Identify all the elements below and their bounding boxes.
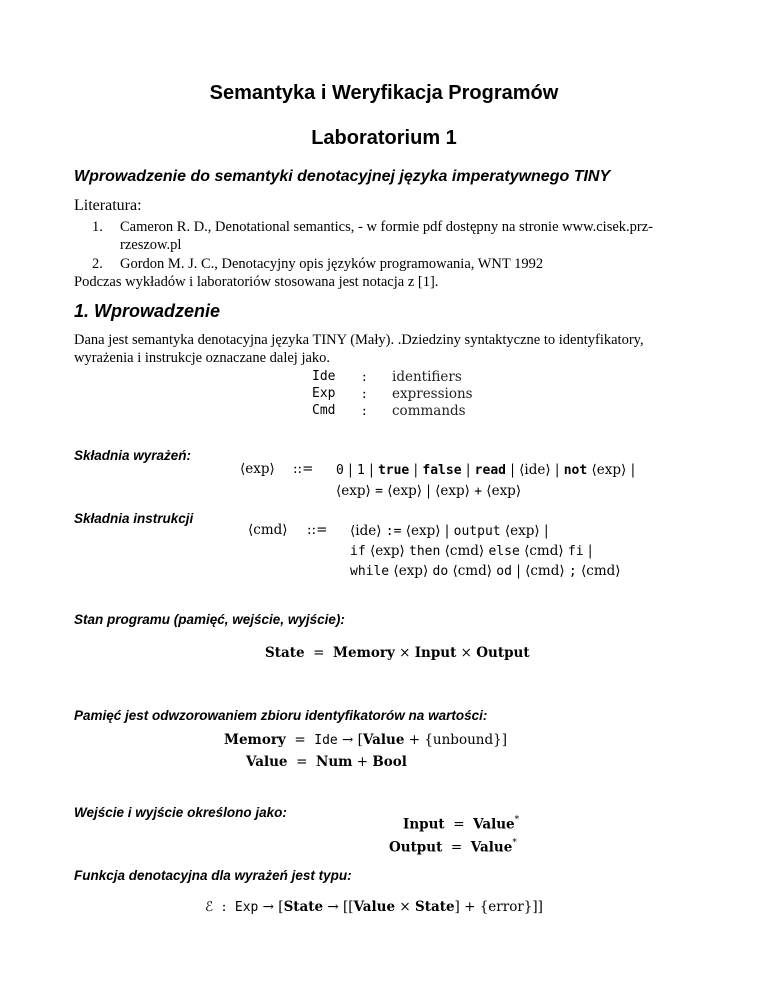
grammar-line [350, 522, 549, 540]
math-token: ; [568, 564, 577, 579]
literature-item-text: Cameron R. D., Denotational semantics, - w formie pdf dostępny na stronie www.cisek.prz- [120, 219, 654, 235]
document-title: Semantyka i Weryfikacja Programów [209, 82, 559, 104]
domain-separator: : [362, 386, 367, 402]
math-token: Value [473, 816, 515, 833]
math-token: ⟨exp⟩ [389, 563, 433, 579]
math-token: Output [389, 839, 443, 856]
memory-equation [224, 731, 507, 749]
input-equation [403, 815, 519, 833]
section-paragraph-line: Dana jest semantyka denotacyjna języka TINY (Mały). .Dziedziny syntaktyczne to identyfikatory, [74, 332, 644, 348]
math-token: 1 [356, 463, 365, 478]
domain-description: commands [392, 403, 466, 419]
math-token: : [213, 899, 235, 915]
math-token: State [283, 899, 324, 915]
math-token: else [488, 544, 520, 559]
math-token: ⟨exp⟩ | [401, 523, 454, 539]
exp-nonterminal: ⟨exp⟩ [240, 461, 275, 477]
math-token: Memory [333, 645, 395, 661]
value-equation [246, 753, 407, 771]
defeq-symbol: ::= [307, 522, 328, 538]
math-token: Bool [372, 754, 407, 770]
math-token: Value [362, 732, 405, 748]
cmd-nonterminal: ⟨cmd⟩ [248, 522, 288, 538]
literature-item-number: 1. [92, 219, 103, 235]
math-token: State [414, 899, 455, 915]
math-token: | ⟨ide⟩ | [505, 462, 564, 478]
state-equation [265, 644, 530, 662]
literature-item-continuation: rzeszow.pl [120, 237, 182, 253]
math-token: * [514, 815, 520, 825]
math-token: * [512, 838, 517, 848]
math-token: → [[ [323, 899, 354, 915]
math-token: true [377, 463, 410, 478]
math-token: Value [353, 899, 396, 915]
math-token: output [453, 524, 501, 539]
math-token: ⟨exp⟩ [365, 543, 410, 559]
math-token: if [350, 544, 366, 559]
math-token: ⟨exp⟩ [482, 483, 522, 499]
expr-syntax-label: Składnia wyrażeń: [74, 448, 192, 463]
math-token: Value [470, 839, 513, 856]
math-token: Input [403, 816, 445, 833]
domain-description: identifiers [392, 369, 462, 385]
math-token: ⟨cmd⟩ [448, 563, 497, 579]
domain-separator: : [362, 369, 367, 385]
output-equation [389, 838, 517, 856]
section-heading: 1. Wprowadzenie [74, 301, 221, 321]
math-token: ⟨exp⟩ | [500, 523, 549, 539]
literature-item-number: 2. [92, 256, 103, 272]
math-token: Value [246, 754, 288, 770]
math-token: + [352, 754, 373, 770]
math-token: | ⟨cmd⟩ [511, 563, 569, 579]
math-token: not [563, 463, 588, 478]
denotation-function-type [205, 898, 543, 916]
math-token: ⟨exp⟩ | [587, 462, 636, 478]
math-token: × [456, 645, 477, 661]
math-token: = [442, 839, 471, 856]
domain-name: Ide [312, 369, 336, 384]
literature-item [92, 218, 654, 237]
math-token: = [375, 484, 383, 499]
document-subtitle: Wprowadzenie do semantyki denotacyjnej języka imperatywnego TINY [74, 168, 611, 185]
math-token: ⟨cmd⟩ [519, 543, 568, 559]
grammar-line [336, 461, 635, 479]
math-token: | [409, 462, 423, 478]
math-token: ⟨exp⟩ | ⟨exp⟩ [382, 483, 475, 499]
grammar-line [336, 482, 521, 500]
math-token: State [265, 645, 305, 661]
cmd-syntax-label: Składnia instrukcji [74, 511, 194, 526]
math-token: 0 [336, 463, 344, 478]
literature-heading: Literatura: [74, 197, 142, 214]
math-token: × [395, 899, 415, 915]
section-paragraph-line: wyrażenia i instrukcje oznaczane dalej jako. [74, 350, 331, 366]
func-label: Funkcja denotacyjna dla wyrażeń jest typu: [74, 868, 352, 883]
math-token: Output [476, 645, 530, 661]
math-token: ℰ [205, 899, 214, 915]
math-token: = [444, 816, 474, 833]
defeq-symbol: ::= [293, 461, 314, 477]
domain-name: Cmd [312, 403, 336, 418]
math-token: Memory [224, 732, 286, 748]
domain-name: Exp [312, 386, 336, 401]
math-token: | [583, 543, 593, 559]
math-token: := [385, 524, 402, 539]
math-token: → [ [258, 899, 284, 915]
math-token: = [285, 732, 315, 748]
state-label: Stan programu (pamięć, wejście, wyjście): [74, 612, 345, 627]
math-token: ⟨cmd⟩ [440, 543, 489, 559]
literature-item-text: Gordon M. J. C., Denotacyjny opis języków programowania, WNT 1992 [120, 256, 544, 272]
math-token: od [496, 564, 512, 579]
math-token: do [432, 564, 449, 579]
grammar-line [350, 562, 621, 580]
math-token: = [287, 754, 316, 770]
memory-label: Pamięć jest odwzorowaniem zbioru identyfikatorów na wartości: [74, 708, 488, 723]
math-token: while [350, 564, 390, 579]
math-token: fi [567, 544, 584, 559]
math-token: | [461, 462, 475, 478]
math-token: read [474, 463, 506, 478]
math-token: ] + {error}]] [454, 899, 543, 915]
math-token: Num [316, 754, 353, 770]
io-label: Wejście i wyjście określono jako: [74, 805, 287, 820]
math-token: | [364, 462, 378, 478]
math-token: Exp [234, 900, 259, 915]
math-token: × [394, 645, 415, 661]
math-token: ⟨exp⟩ [336, 483, 376, 499]
math-token: false [422, 463, 462, 478]
math-token: → [ [337, 732, 363, 748]
math-token: ⟨cmd⟩ [576, 563, 621, 579]
math-token: Ide [314, 733, 338, 748]
math-token: + [474, 484, 483, 499]
literature-item [92, 255, 544, 274]
math-token: ⟨ide⟩ [350, 523, 386, 539]
math-token: Input [414, 645, 457, 661]
math-token: = [304, 645, 334, 661]
literature-note: Podczas wykładów i laboratoriów stosowana jest notacja z [1]. [74, 274, 439, 290]
math-token: | [343, 462, 357, 478]
math-token: then [409, 544, 441, 559]
math-token: + {unbound}] [404, 732, 507, 748]
domain-separator: : [362, 403, 367, 419]
grammar-line [350, 542, 592, 560]
domain-description: expressions [392, 386, 473, 402]
lab-title: Laboratorium 1 [311, 127, 457, 149]
